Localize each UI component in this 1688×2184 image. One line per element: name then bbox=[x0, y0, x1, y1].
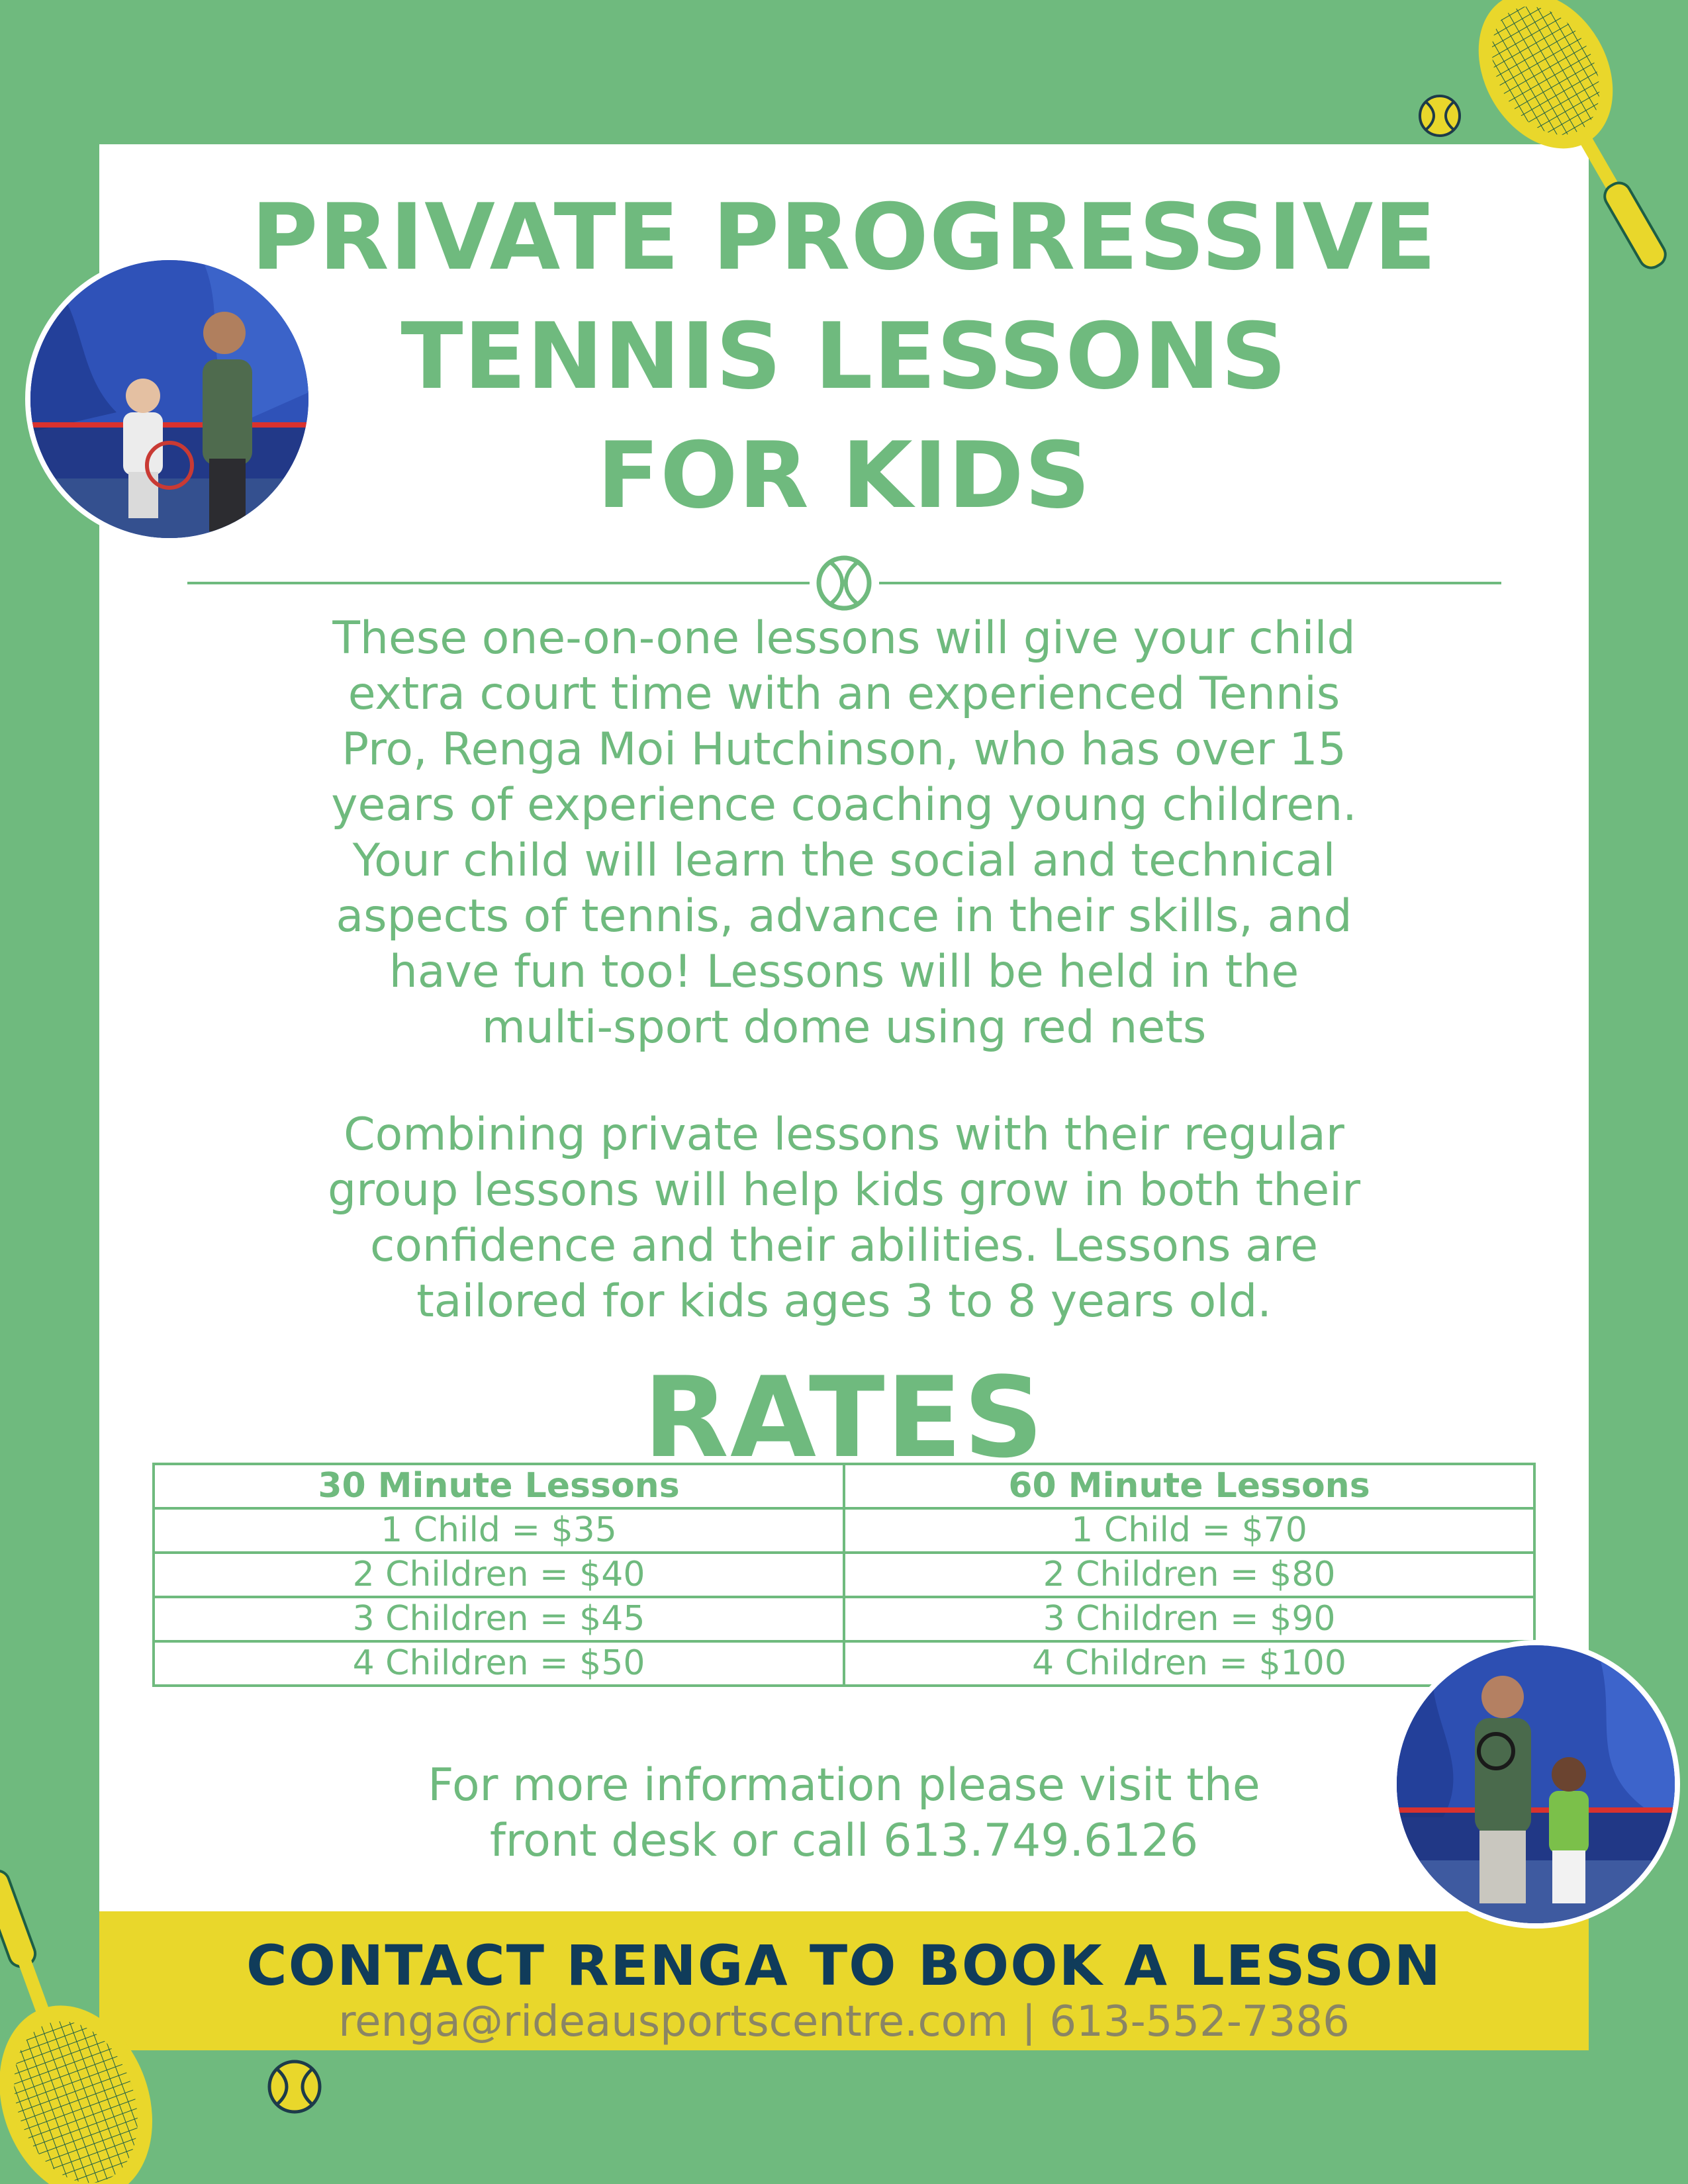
info-line: For more information please visit the bbox=[428, 1759, 1260, 1811]
tennis-racket-icon bbox=[1456, 0, 1688, 311]
table-row bbox=[154, 1553, 1534, 1597]
combining-line: group lessons will help kids grow in both their bbox=[327, 1164, 1361, 1216]
rate-cell: 4 Children = $100 bbox=[844, 1641, 1534, 1686]
tennis-ball-icon bbox=[265, 2057, 324, 2116]
tennis-ball-icon bbox=[1417, 93, 1463, 139]
title-line-2: TENNIS LESSONS bbox=[400, 303, 1288, 410]
contact-details: renga@rideausportscentre.com | 613-552-7386 bbox=[338, 1997, 1350, 2046]
description-line: aspects of tennis, advance in their skills, and bbox=[336, 890, 1352, 942]
tennis-ball-divider bbox=[187, 553, 1501, 613]
title-line-1: PRIVATE PROGRESSIVE bbox=[251, 184, 1437, 291]
description-line: years of experience coaching young children. bbox=[331, 779, 1357, 831]
description-line: Pro, Renga Moi Hutchinson, who has over 15 bbox=[342, 723, 1346, 776]
tennis-ball-icon bbox=[819, 558, 869, 608]
contact-title: CONTACT RENGA TO BOOK A LESSON bbox=[246, 1933, 1442, 1998]
combining-line: confidence and their abilities. Lessons are bbox=[369, 1220, 1319, 1272]
rate-cell: 1 Child = $70 bbox=[844, 1508, 1534, 1553]
tennis-racket-icon bbox=[0, 1827, 265, 2184]
rate-cell: 4 Children = $50 bbox=[154, 1641, 844, 1686]
combining-line: Combining private lessons with their regular bbox=[344, 1109, 1344, 1161]
table-row bbox=[154, 1597, 1534, 1641]
description-line: extra court time with an experienced Tennis bbox=[348, 668, 1340, 720]
contact-bar bbox=[99, 1911, 1589, 2050]
combining-line: tailored for kids ages 3 to 8 years old. bbox=[416, 1275, 1272, 1328]
coach-with-student-photo bbox=[1391, 1640, 1680, 1929]
info-line: front desk or call 613.749.6126 bbox=[489, 1815, 1199, 1867]
table-row bbox=[154, 1641, 1534, 1686]
description-line: have fun too! Lessons will be held in the bbox=[389, 946, 1299, 998]
rates-heading: RATES bbox=[643, 1353, 1045, 1482]
description-line: multi-sport dome using red nets bbox=[481, 1001, 1207, 1054]
rates-header-60-min: 60 Minute Lessons bbox=[844, 1464, 1534, 1508]
rate-cell: 3 Children = $90 bbox=[844, 1597, 1534, 1641]
title-line-3: FOR KIDS bbox=[596, 422, 1092, 529]
rate-cell: 3 Children = $45 bbox=[154, 1597, 844, 1641]
coach-with-child-photo bbox=[25, 255, 314, 543]
flyer-card bbox=[99, 144, 1589, 2050]
rates-header-30-min: 30 Minute Lessons bbox=[154, 1464, 844, 1508]
description-line: Your child will learn the social and technical bbox=[352, 835, 1336, 887]
description-line: These one-on-one lessons will give your child bbox=[332, 612, 1356, 664]
rate-cell: 2 Children = $40 bbox=[154, 1553, 844, 1597]
rate-cell: 2 Children = $80 bbox=[844, 1553, 1534, 1597]
rates-header-row bbox=[154, 1464, 1534, 1508]
rates-table bbox=[152, 1463, 1536, 1687]
rate-cell: 1 Child = $35 bbox=[154, 1508, 844, 1553]
table-row bbox=[154, 1508, 1534, 1553]
